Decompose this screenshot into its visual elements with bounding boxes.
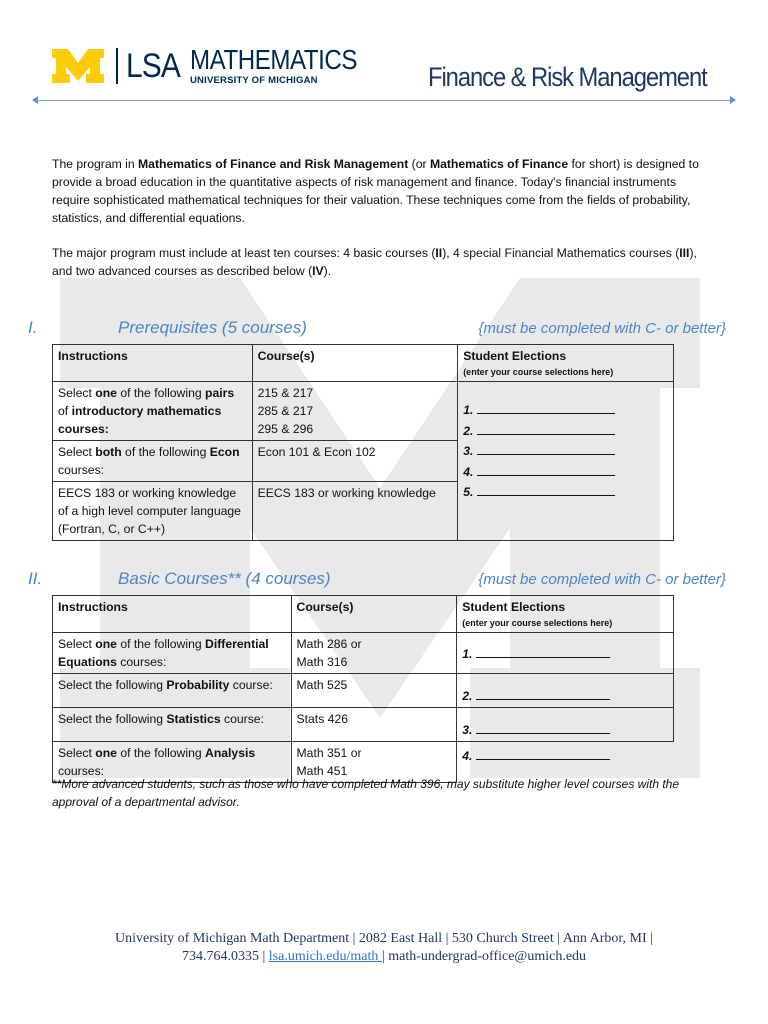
logo-divider — [116, 48, 118, 84]
logo-univ-text: UNIVERSITY OF MICHIGAN — [190, 75, 318, 86]
lsa-math-logo — [50, 46, 384, 86]
table-row — [53, 708, 674, 742]
prerequisites-table — [52, 344, 674, 541]
table-row — [53, 382, 674, 441]
basic-courses-table — [52, 595, 674, 783]
section-1-title: Prerequisites (5 courses) — [118, 318, 307, 337]
courses-cell: Math 286 or Math 316 — [291, 633, 457, 674]
block-m-logo-icon — [50, 47, 106, 85]
courses-cell: Math 351 or Math 451 — [291, 742, 457, 783]
election-line-5[interactable]: 5. — [463, 482, 668, 503]
table-row — [53, 674, 674, 708]
header-instructions: Instructions — [53, 345, 253, 382]
instruction-cell: Select one of the following Differential Equations courses: — [53, 633, 292, 674]
election-line-4[interactable]: 4. — [457, 742, 674, 783]
logo-lsa-text: LSA — [126, 47, 180, 85]
courses-cell: EECS 183 or working knowledge — [252, 482, 458, 541]
footer-contact: 734.764.0335 | lsa.umich.edu/math | math-undergrad-office@umich.edu — [181, 949, 587, 964]
footnote: **More advanced students, such as those who have completed Math 396, may substitute higher level courses with the approval of a departmental advisor. — [52, 777, 680, 809]
header-courses: Course(s) — [291, 596, 457, 633]
section-1-number: I. — [28, 318, 38, 337]
header-instructions: Instructions — [53, 596, 292, 633]
table-header-row — [53, 596, 674, 633]
header-courses: Course(s) — [252, 345, 458, 382]
courses-cell: Stats 426 — [291, 708, 457, 742]
requirements-paragraph: The major program must include at least ten courses: 4 basic courses (II), 4 special Financial Mathematics courses (III), and two advanced courses as described below (IV). — [52, 246, 697, 278]
elections-cell — [458, 382, 674, 541]
election-line-3[interactable]: 3. — [463, 441, 668, 462]
instruction-cell: Select one of the following pairs of introductory mathematics courses: — [53, 382, 253, 441]
election-line-1[interactable]: 1. — [457, 633, 674, 674]
election-line-2[interactable]: 2. — [463, 421, 668, 442]
election-line-3[interactable]: 3. — [457, 708, 674, 742]
document-title: Finance & Risk Management — [428, 62, 707, 92]
courses-cell: 215 & 217 285 & 217 295 & 296 — [252, 382, 458, 441]
instruction-cell: EECS 183 or working knowledge of a high level computer language (Fortran, C, or C++) — [53, 482, 253, 541]
logo-dept-text: MATHEMATICS — [190, 44, 357, 75]
election-line-1[interactable]: 1. — [463, 400, 668, 421]
website-link[interactable]: lsa.umich.edu/math — [268, 949, 382, 964]
header-rule — [36, 100, 734, 101]
election-line-4[interactable]: 4. — [463, 462, 668, 483]
election-line-2[interactable]: 2. — [457, 674, 674, 708]
instruction-cell: Select the following Statistics course: — [53, 708, 292, 742]
instruction-cell: Select the following Probability course: — [53, 674, 292, 708]
table-row — [53, 633, 674, 674]
courses-cell: Math 525 — [291, 674, 457, 708]
footer — [0, 930, 768, 966]
section-1-note: {must be completed with C- or better} — [478, 320, 726, 337]
header-elections: Student Elections (enter your course selections here) — [458, 345, 674, 382]
table-header-row — [53, 345, 674, 382]
instruction-cell: Select one of the following Analysis courses: — [53, 742, 292, 783]
instruction-cell: Select both of the following Econ courses: — [53, 441, 253, 482]
intro-paragraph: The program in Mathematics of Finance and Risk Management (or Mathematics of Finance for short) is designed to provide a broad education in the quantitative aspects of risk management and finance. Today's financial instruments require sophisticated mathematical techniques for their valuation. These techniques come from the fields of probability, statistics, and differential equations. — [52, 157, 699, 225]
section-2-title: Basic Courses** (4 courses) — [118, 569, 331, 588]
header-elections: Student Elections (enter your course selections here) — [457, 596, 674, 633]
section-2-number: II. — [28, 569, 43, 588]
rule-arrow-right-icon — [730, 96, 736, 104]
section-2-note: {must be completed with C- or better} — [478, 571, 726, 588]
footer-address: University of Michigan Math Department | 2082 East Hall | 530 Church Street | Ann Arbor, MI | — [115, 931, 653, 946]
courses-cell: Econ 101 & Econ 102 — [252, 441, 458, 482]
